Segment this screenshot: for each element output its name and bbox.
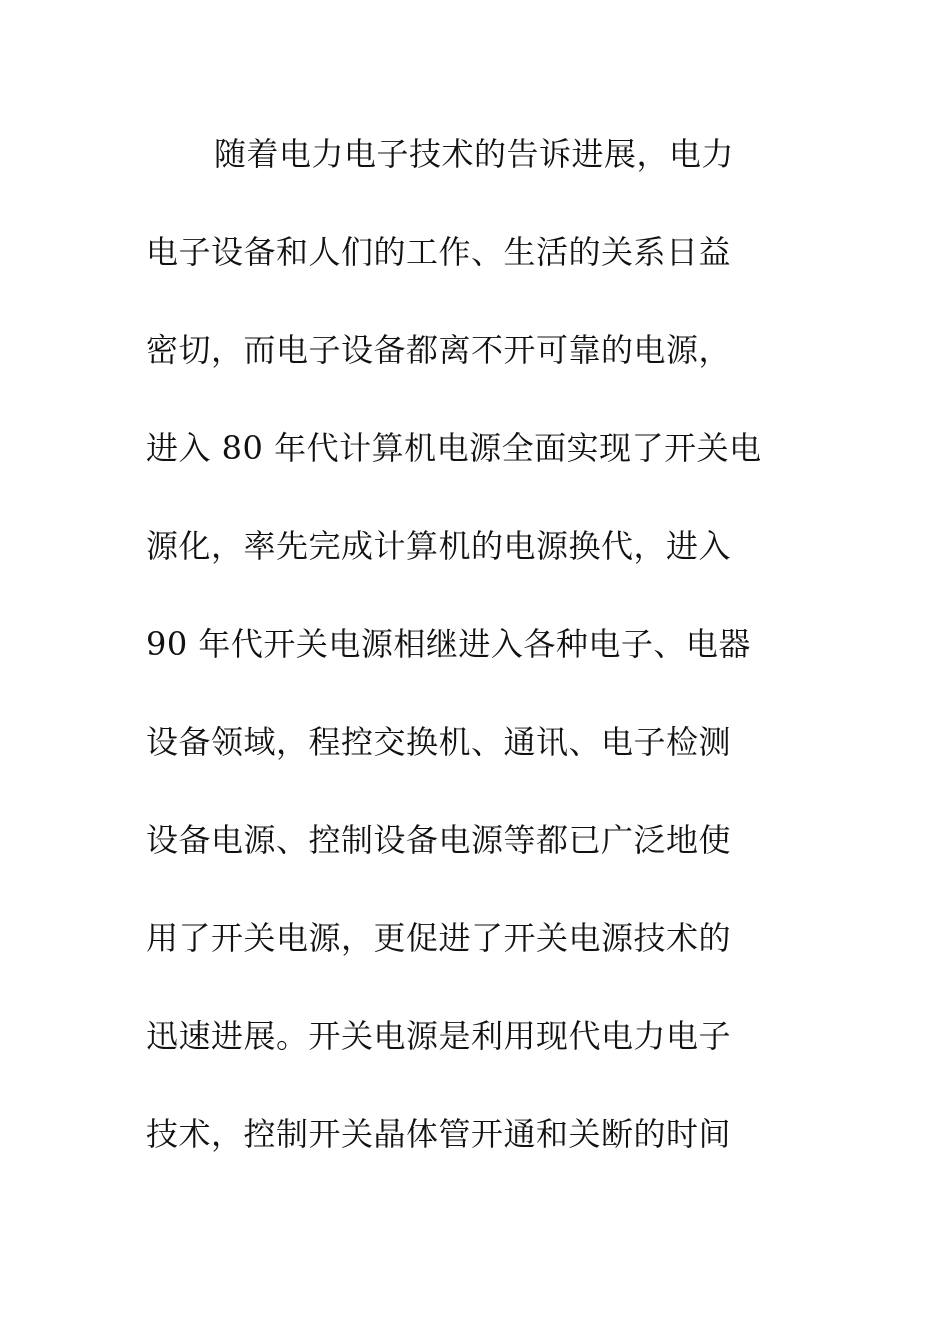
paragraph-line: 90 年代开关电源相继进入各种电子、电器 xyxy=(146,625,751,663)
paragraph-line: 迅速进展。开关电源是利用现代电力电子 xyxy=(146,1017,732,1055)
body-paragraph xyxy=(146,126,806,1204)
paragraph-line: 电子设备和人们的工作、生活的关系日益 xyxy=(146,233,732,271)
paragraph-line: 进入 80 年代计算机电源全面实现了开关电 xyxy=(146,429,762,467)
paragraph-line: 设备领域，程控交换机、通讯、电子检测 xyxy=(146,723,732,761)
paragraph-line: 用了开关电源，更促进了开关电源技术的 xyxy=(146,919,732,957)
paragraph-line: 技术，控制开关晶体管开通和关断的时间 xyxy=(146,1115,732,1153)
paragraph-line: 密切，而电子设备都离不开可靠的电源， xyxy=(146,331,732,369)
paragraph-line: 源化，率先完成计算机的电源换代，进入 xyxy=(146,527,732,565)
paragraph-line: 设备电源、控制设备电源等都已广泛地使 xyxy=(146,821,732,859)
paragraph-line: 随着电力电子技术的告诉进展，电力 xyxy=(214,135,735,173)
